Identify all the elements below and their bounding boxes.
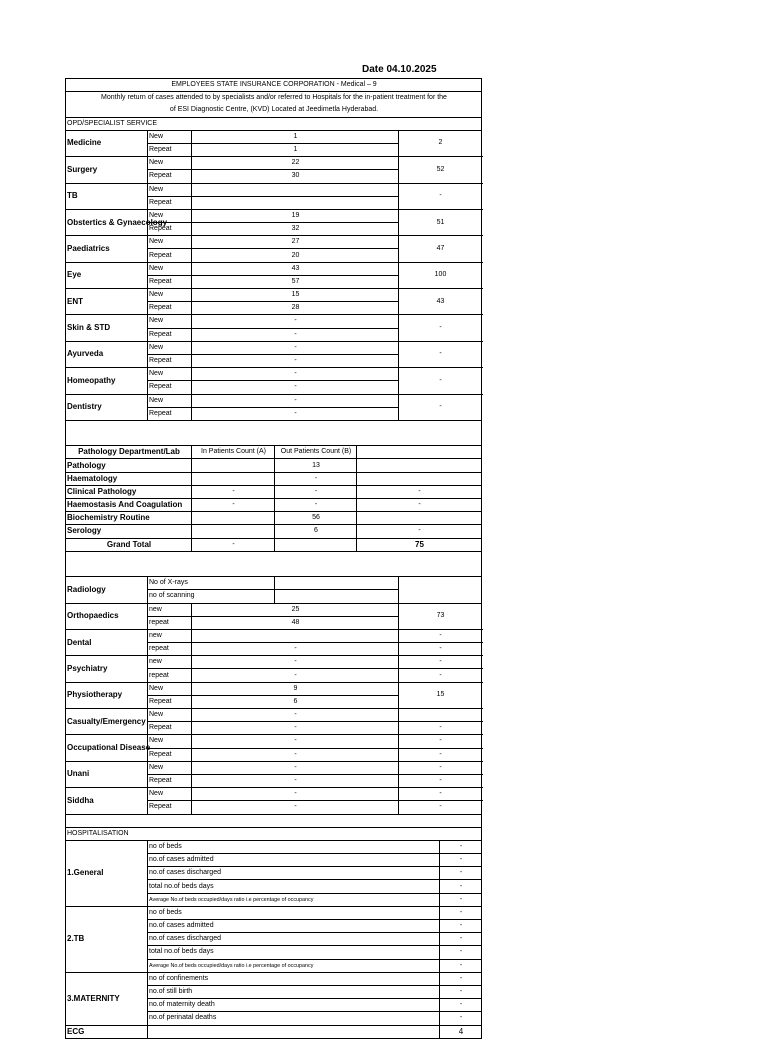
table-row xyxy=(66,315,482,328)
table-row xyxy=(66,709,482,722)
hospitalisation-item: no of confinements xyxy=(148,972,440,985)
table-cell xyxy=(275,577,399,590)
new-label: New xyxy=(148,130,192,143)
new-count: 1 xyxy=(192,130,399,143)
repeat-label: Repeat xyxy=(148,302,192,315)
new-label: New xyxy=(148,262,192,275)
hospitalisation-value: - xyxy=(440,880,482,893)
hospitalisation-value: - xyxy=(440,999,482,1012)
hospitalisation-item: total no.of beds days xyxy=(148,946,440,959)
specialty-total: - xyxy=(399,315,482,341)
specialty-name: Dentistry xyxy=(66,394,148,420)
new-label: New xyxy=(148,709,192,722)
new-count: 25 xyxy=(192,603,399,616)
table-row xyxy=(66,368,482,381)
table-cell xyxy=(148,1025,440,1038)
hospitalisation-item: Average No.of beds occupied/days ratio i.e percentage of occupancy xyxy=(148,959,440,972)
service-total: - xyxy=(399,761,482,774)
repeat-count: - xyxy=(192,381,399,394)
in-patient-count xyxy=(192,525,275,538)
hospitalisation-value: - xyxy=(440,920,482,933)
hospitalisation-value: - xyxy=(440,1012,482,1025)
table-row xyxy=(66,629,482,642)
repeat-label: Repeat xyxy=(148,748,192,761)
repeat-label: Repeat xyxy=(148,381,192,394)
report-table xyxy=(65,78,482,1039)
specialty-total: 43 xyxy=(399,289,482,315)
specialty-name: Obstertics & Gynaecology xyxy=(66,209,148,235)
repeat-count: - xyxy=(192,328,399,341)
table-cell xyxy=(399,577,482,603)
table-row xyxy=(66,538,482,551)
service-name: Unani xyxy=(66,761,148,787)
table-row xyxy=(66,117,482,130)
service-total-2: - xyxy=(399,801,482,814)
hospitalisation-group-name: 2.TB xyxy=(66,906,148,972)
service-total: - xyxy=(399,788,482,801)
new-count: - xyxy=(192,709,399,722)
table-cell xyxy=(66,564,482,577)
new-count xyxy=(192,183,399,196)
hospitalisation-item: no.of perinatal deaths xyxy=(148,1012,440,1025)
service-name: Physiotherapy xyxy=(66,682,148,708)
repeat-count: - xyxy=(192,722,399,735)
repeat-count: - xyxy=(192,748,399,761)
repeat-label: Repeat xyxy=(148,801,192,814)
repeat-count: - xyxy=(192,801,399,814)
hospitalisation-item: Average No.of beds occupied/days ratio i.e percentage of occupancy xyxy=(148,893,440,906)
service-total-2: - xyxy=(399,643,482,656)
repeat-label: Repeat xyxy=(148,196,192,209)
org-title: EMPLOYEES STATE INSURANCE CORPORATION - Medical – 9 xyxy=(66,79,482,92)
hospitalisation-item: total no.of beds days xyxy=(148,880,440,893)
report-date: Date 04.10.2025 xyxy=(362,64,437,75)
service-total: 73 xyxy=(399,603,482,629)
grand-total-value: 75 xyxy=(357,538,482,551)
hospitalisation-value: - xyxy=(440,840,482,853)
grand-total-in: - xyxy=(192,538,275,551)
table-row xyxy=(66,788,482,801)
table-row xyxy=(66,551,482,564)
repeat-label: Repeat xyxy=(148,328,192,341)
repeat-label: Repeat xyxy=(148,354,192,367)
hospitalisation-value: - xyxy=(440,946,482,959)
repeat-count: - xyxy=(192,354,399,367)
specialty-total: 52 xyxy=(399,157,482,183)
specialty-total: 100 xyxy=(399,262,482,288)
out-patient-count: - xyxy=(275,472,357,485)
out-patient-count: 56 xyxy=(275,512,357,525)
hospitalisation-value: - xyxy=(440,933,482,946)
grand-total-label: Grand Total xyxy=(66,538,192,551)
pathology-title: Pathology Department/Lab xyxy=(66,446,192,459)
specialty-name: ENT xyxy=(66,289,148,315)
table-row xyxy=(66,130,482,143)
new-count: - xyxy=(192,394,399,407)
table-row xyxy=(66,761,482,774)
table-row xyxy=(66,682,482,695)
new-count: - xyxy=(192,341,399,354)
opd-section-label: OPD/SPECIALIST SERVICE xyxy=(66,117,482,130)
in-patient-count xyxy=(192,472,275,485)
repeat-count: - xyxy=(192,774,399,787)
table-row xyxy=(66,735,482,748)
service-total: - xyxy=(399,656,482,669)
table-row xyxy=(66,446,482,459)
specialty-name: Ayurveda xyxy=(66,341,148,367)
service-total-2: - xyxy=(399,669,482,682)
table-row xyxy=(66,564,482,577)
table-cell xyxy=(275,590,399,603)
new-count: 43 xyxy=(192,262,399,275)
table-row xyxy=(66,656,482,669)
hospitalisation-label: HOSPITALISATION xyxy=(66,827,482,840)
xray-label: No of X-rays xyxy=(148,577,275,590)
specialty-name: Eye xyxy=(66,262,148,288)
repeat-count: 6 xyxy=(192,695,399,708)
specialty-name: Paediatrics xyxy=(66,236,148,262)
new-label: New xyxy=(148,788,192,801)
table-row xyxy=(66,289,482,302)
table-row xyxy=(66,499,482,512)
new-count: - xyxy=(192,788,399,801)
repeat-label: Repeat xyxy=(148,774,192,787)
hospitalisation-value: - xyxy=(440,906,482,919)
new-label: New xyxy=(148,682,192,695)
table-row xyxy=(66,603,482,616)
repeat-label: Repeat xyxy=(148,407,192,420)
table-row xyxy=(66,209,482,222)
service-name: Casualty/Emergency xyxy=(66,709,148,735)
specialty-name: Skin & STD xyxy=(66,315,148,341)
service-total-2: - xyxy=(399,722,482,735)
ecg-label: ECG xyxy=(66,1025,148,1038)
repeat-label: Repeat xyxy=(148,695,192,708)
new-label: New xyxy=(148,289,192,302)
repeat-label: repeat xyxy=(148,669,192,682)
repeat-count: - xyxy=(192,643,399,656)
in-patient-count xyxy=(192,512,275,525)
table-row xyxy=(66,262,482,275)
lab-total: - xyxy=(357,499,482,512)
lab-test-name: Haematology xyxy=(66,472,192,485)
table-row xyxy=(66,814,482,827)
new-label: New xyxy=(148,209,192,222)
service-name: Occupational Disease xyxy=(66,735,148,761)
new-count: - xyxy=(192,315,399,328)
repeat-label: Repeat xyxy=(148,249,192,262)
table-row xyxy=(66,236,482,249)
hospitalisation-item: no.of cases admitted xyxy=(148,920,440,933)
table-row xyxy=(66,577,482,590)
new-label: New xyxy=(148,394,192,407)
hospitalisation-value: - xyxy=(440,854,482,867)
table-cell xyxy=(66,420,482,433)
hospitalisation-value: - xyxy=(440,893,482,906)
service-name: Siddha xyxy=(66,788,148,814)
lab-total: - xyxy=(357,485,482,498)
service-total-2: - xyxy=(399,774,482,787)
specialty-total: - xyxy=(399,183,482,209)
hospitalisation-item: no.of cases admitted xyxy=(148,854,440,867)
lab-test-name: Clinical Pathology xyxy=(66,485,192,498)
specialty-total: - xyxy=(399,341,482,367)
table-row xyxy=(66,394,482,407)
hospitalisation-item: no of beds xyxy=(148,840,440,853)
lab-test-name: Biochemistry Routine xyxy=(66,512,192,525)
table-cell xyxy=(66,814,482,827)
new-label: New xyxy=(148,368,192,381)
hospitalisation-item: no.of cases discharged xyxy=(148,867,440,880)
report-subtitle-2: of ESI Diagnostic Centre, (KVD) Located at Jeedimetla Hyderabad. xyxy=(66,104,482,117)
new-label: New xyxy=(148,735,192,748)
specialty-total: 51 xyxy=(399,209,482,235)
repeat-label: Repeat xyxy=(148,223,192,236)
table-row xyxy=(66,1025,482,1038)
repeat-count: - xyxy=(192,407,399,420)
repeat-count: 20 xyxy=(192,249,399,262)
table-cell xyxy=(66,551,482,564)
out-patient-count: - xyxy=(275,499,357,512)
hospitalisation-item: no.of maternity death xyxy=(148,999,440,1012)
repeat-label: Repeat xyxy=(148,275,192,288)
new-count: 9 xyxy=(192,682,399,695)
radiology-name: Radiology xyxy=(66,577,148,603)
specialty-name: Surgery xyxy=(66,157,148,183)
new-label: New xyxy=(148,315,192,328)
new-label: new xyxy=(148,656,192,669)
repeat-count: 30 xyxy=(192,170,399,183)
specialty-name: Medicine xyxy=(66,130,148,156)
table-row xyxy=(66,79,482,92)
out-patients-header: Out Patients Count (B) xyxy=(275,446,357,459)
table-row xyxy=(66,972,482,985)
table-row xyxy=(66,840,482,853)
service-name: Psychiatry xyxy=(66,656,148,682)
lab-total xyxy=(357,459,482,472)
table-cell xyxy=(357,446,482,459)
table-row xyxy=(66,485,482,498)
new-count: 22 xyxy=(192,157,399,170)
service-name: Orthopaedics xyxy=(66,603,148,629)
in-patient-count xyxy=(192,459,275,472)
hospitalisation-value: - xyxy=(440,867,482,880)
new-label: New xyxy=(148,761,192,774)
new-count: - xyxy=(192,368,399,381)
repeat-count: 57 xyxy=(192,275,399,288)
report-subtitle: Monthly return of cases attended to by specialists and/or referred to Hospitals for the in-patient treatment for the xyxy=(66,92,482,105)
repeat-label: Repeat xyxy=(148,722,192,735)
service-total: - xyxy=(399,629,482,642)
out-patient-count: - xyxy=(275,485,357,498)
table-row xyxy=(66,525,482,538)
new-label: New xyxy=(148,341,192,354)
new-count: - xyxy=(192,761,399,774)
repeat-count: 32 xyxy=(192,223,399,236)
specialty-total: - xyxy=(399,368,482,394)
new-count xyxy=(192,629,399,642)
hospitalisation-value: - xyxy=(440,985,482,998)
hospitalisation-group-name: 1.General xyxy=(66,840,148,906)
specialty-name: TB xyxy=(66,183,148,209)
lab-total xyxy=(357,472,482,485)
new-label: New xyxy=(148,157,192,170)
new-count: - xyxy=(192,656,399,669)
out-patient-count: 6 xyxy=(275,525,357,538)
service-total: 15 xyxy=(399,682,482,708)
new-count: - xyxy=(192,735,399,748)
service-name: Dental xyxy=(66,629,148,655)
lab-total xyxy=(357,512,482,525)
table-row xyxy=(66,157,482,170)
new-count: 15 xyxy=(192,289,399,302)
hospitalisation-item: no of beds xyxy=(148,906,440,919)
repeat-count xyxy=(192,196,399,209)
repeat-count: 28 xyxy=(192,302,399,315)
out-patient-count: 13 xyxy=(275,459,357,472)
report-sheet xyxy=(65,78,481,1039)
table-row xyxy=(66,459,482,472)
in-patient-count: - xyxy=(192,485,275,498)
repeat-label: repeat xyxy=(148,643,192,656)
new-label: new xyxy=(148,603,192,616)
table-row xyxy=(66,472,482,485)
in-patient-count: - xyxy=(192,499,275,512)
new-count: 19 xyxy=(192,209,399,222)
repeat-label: Repeat xyxy=(148,170,192,183)
lab-test-name: Haemostasis And Coagulation xyxy=(66,499,192,512)
ecg-value: 4 xyxy=(440,1025,482,1038)
specialty-name: Homeopathy xyxy=(66,368,148,394)
new-label: new xyxy=(148,629,192,642)
specialty-total: 47 xyxy=(399,236,482,262)
table-row xyxy=(66,827,482,840)
hospitalisation-value: - xyxy=(440,972,482,985)
service-total xyxy=(399,709,482,722)
hospitalisation-item: no.of still birth xyxy=(148,985,440,998)
lab-total: - xyxy=(357,525,482,538)
table-row xyxy=(66,104,482,117)
lab-test-name: Pathology xyxy=(66,459,192,472)
in-patients-header: In Patients Count (A) xyxy=(192,446,275,459)
specialty-total: - xyxy=(399,394,482,420)
new-count: 27 xyxy=(192,236,399,249)
scanning-label: no of scanning xyxy=(148,590,275,603)
repeat-count: 48 xyxy=(192,616,399,629)
repeat-label: Repeat xyxy=(148,143,192,156)
new-label: New xyxy=(148,183,192,196)
table-row xyxy=(66,512,482,525)
new-label: New xyxy=(148,236,192,249)
lab-test-name: Serology xyxy=(66,525,192,538)
service-total-2: - xyxy=(399,748,482,761)
table-row xyxy=(66,341,482,354)
hospitalisation-value: - xyxy=(440,959,482,972)
repeat-label: repeat xyxy=(148,616,192,629)
table-row xyxy=(66,433,482,446)
table-row xyxy=(66,183,482,196)
table-row xyxy=(66,92,482,105)
service-total: - xyxy=(399,735,482,748)
hospitalisation-item: no.of cases discharged xyxy=(148,933,440,946)
table-cell xyxy=(275,538,357,551)
specialty-total: 2 xyxy=(399,130,482,156)
table-row xyxy=(66,420,482,433)
repeat-count: - xyxy=(192,669,399,682)
table-cell xyxy=(66,433,482,446)
hospitalisation-group-name: 3.MATERNITY xyxy=(66,972,148,1025)
repeat-count: 1 xyxy=(192,143,399,156)
table-row xyxy=(66,906,482,919)
